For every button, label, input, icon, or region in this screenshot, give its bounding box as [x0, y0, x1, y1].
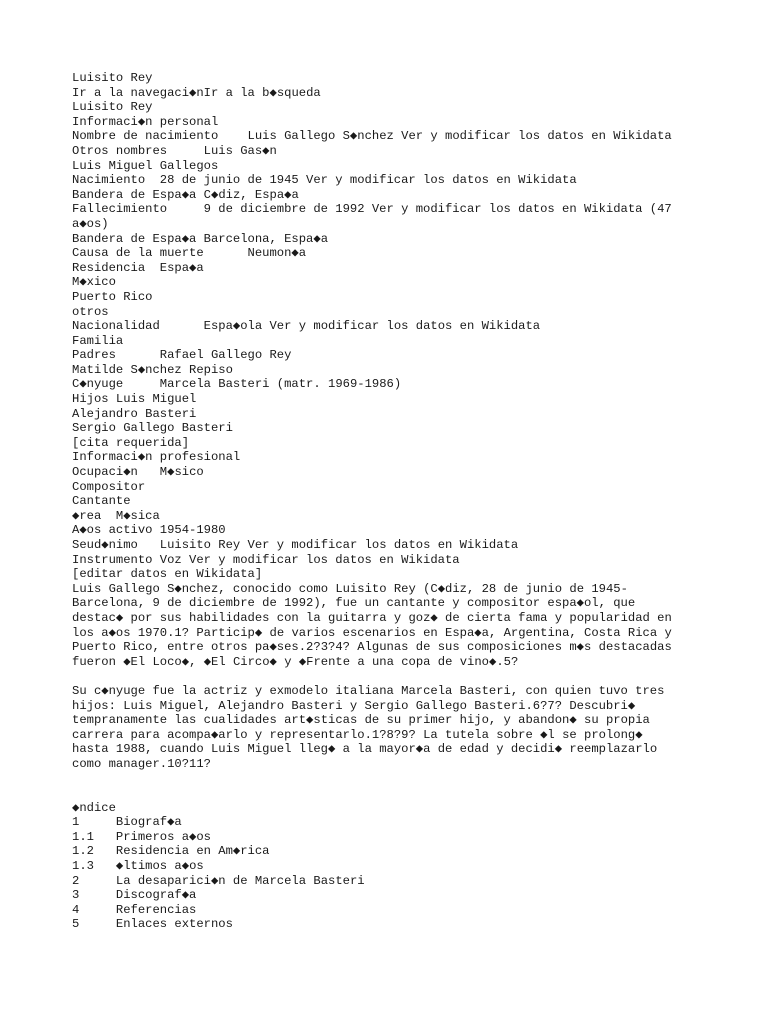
text-line: fueron ◆El Loco◆, ◆El Circo◆ y ◆Frente a una copa de vino◆.5? — [72, 654, 519, 669]
text-line: Seud◆nimo Luisito Rey Ver y modificar los datos en Wikidata — [72, 538, 519, 552]
text-line: destac◆ por sus habilidades con la guitarra y goz◆ de cierta fama y popularidad en — [72, 610, 672, 625]
text-line: [cita requerida] — [72, 435, 190, 450]
toc-line: 2 La desaparici◆n de Marcela Basteri — [72, 873, 365, 888]
text-line: Nombre de nacimiento Luis Gallego S◆nchez Ver y modificar los datos en Wikidata — [72, 129, 672, 144]
text-line: Nacionalidad Espa◆ola Ver y modificar los datos en Wikidata — [72, 319, 541, 334]
toc-line: 4 Referencias — [72, 902, 197, 917]
text-line: Bandera de Espa◆a Barcelona, Espa◆a — [72, 231, 329, 246]
text-line: Otros nombres Luis Gas◆n — [72, 143, 277, 158]
spacer — [72, 772, 712, 787]
text-line: Sergio Gallego Basteri — [72, 421, 233, 436]
toc-line: ◆ndice — [72, 800, 116, 815]
text-line: Matilde S◆nchez Repiso — [72, 362, 233, 377]
text-line: Instrumento Voz Ver y modificar los datos en Wikidata — [72, 552, 460, 567]
text-line: Alejandro Basteri — [72, 406, 197, 421]
table-of-contents — [72, 801, 712, 932]
text-line: Compositor — [72, 479, 146, 494]
toc-line: 5 Enlaces externos — [72, 917, 233, 932]
paragraph-line: Su c◆nyuge fue la actriz y exmodelo italiana Marcela Basteri, con quien tuvo tres — [72, 683, 665, 698]
paragraph-line: carrera para acompa◆arlo y representarlo.1?8?9? La tutela sobre ◆l se prolong◆ — [72, 727, 643, 742]
text-line: Fallecimiento 9 de diciembre de 1992 Ver y modificar los datos en Wikidata (47 — [72, 202, 672, 217]
text-line: otros — [72, 304, 109, 319]
toc-line: 1.2 Residencia en Am◆rica — [72, 844, 270, 859]
paragraph-line: hijos: Luis Miguel, Alejandro Basteri y Sergio Gallego Basteri.6?7? Descubri◆ — [72, 698, 636, 713]
text-line: Luisito Rey — [72, 100, 153, 115]
text-line: Familia — [72, 333, 124, 348]
spouse-paragraph — [72, 684, 712, 772]
text-line: Nacimiento 28 de junio de 1945 Ver y modificar los datos en Wikidata — [72, 173, 577, 188]
text-line: Puerto Rico — [72, 289, 153, 304]
document-body — [72, 71, 712, 932]
text-line: ◆rea M◆sica — [72, 508, 160, 523]
text-line: Luisito Rey — [72, 71, 153, 85]
text-line: Causa de la muerte Neumon◆a — [72, 246, 307, 261]
toc-line: 1 Biograf◆a — [72, 815, 182, 830]
text-line: Padres Rafael Gallego Rey — [72, 348, 292, 363]
text-line: Puerto Rico, entre otros pa◆ses.2?3?4? Algunas de sus composiciones m◆s destacadas — [72, 640, 672, 655]
text-line: Bandera de Espa◆a C◆diz, Espa◆a — [72, 187, 299, 202]
toc-line: 1.1 Primeros a◆os — [72, 829, 211, 844]
text-line: M◆xico — [72, 275, 116, 290]
spacer — [72, 669, 712, 684]
toc-line: 3 Discograf◆a — [72, 888, 197, 903]
toc-line: 1.3 ◆ltimos a◆os — [72, 859, 204, 874]
text-line: A◆os activo 1954-1980 — [72, 523, 226, 538]
text-line: Barcelona, 9 de diciembre de 1992), fue un cantante y compositor espa◆ol, que — [72, 596, 636, 611]
text-line: [editar datos en Wikidata] — [72, 567, 263, 582]
paragraph-line: como manager.10?11? — [72, 756, 211, 771]
text-line: Informaci◆n profesional — [72, 450, 241, 465]
text-line: C◆nyuge Marcela Basteri (matr. 1969-1986) — [72, 377, 402, 392]
text-line: Informaci◆n personal — [72, 114, 219, 129]
text-line: Residencia Espa◆a — [72, 260, 204, 275]
text-line: Cantante — [72, 494, 131, 509]
text-line: Ocupaci◆n M◆sico — [72, 465, 204, 480]
text-line: Luis Miguel Gallegos — [72, 158, 219, 173]
text-line: Luis Gallego S◆nchez, conocido como Luisito Rey (C◆diz, 28 de junio de 1945- — [72, 581, 628, 596]
text-line: los a◆os 1970.1? Particip◆ de varios escenarios en Espa◆a, Argentina, Costa Rica y — [72, 625, 672, 640]
paragraph-line: hasta 1988, cuando Luis Miguel lleg◆ a la mayor◆a de edad y decidi◆ reemplazarlo — [72, 742, 658, 757]
infobox-and-intro — [72, 71, 712, 669]
spacer — [72, 786, 712, 801]
paragraph-line: tempranamente las cualidades art◆sticas de su primer hijo, y abandon◆ su propia — [72, 713, 650, 728]
text-line: Hijos Luis Miguel — [72, 392, 197, 407]
text-line: a◆os) — [72, 216, 109, 231]
text-line: Ir a la navegaci◆nIr a la b◆squeda — [72, 85, 321, 100]
